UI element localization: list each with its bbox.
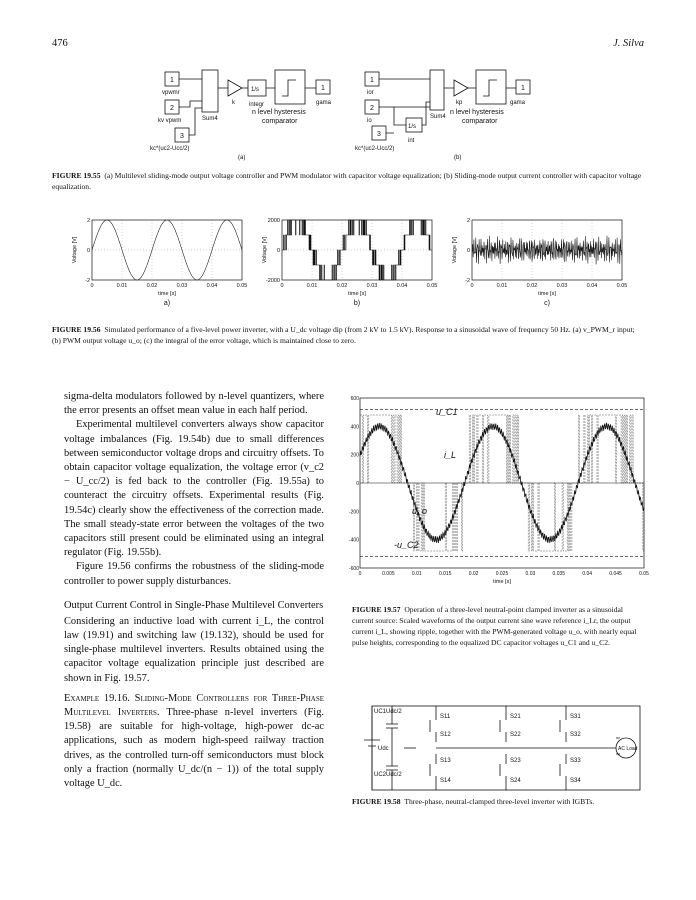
example-label: Example 19.16. Sliding-Mode Controllers for Three-Phase Multilevel Inverters. [64,692,324,719]
figure-19-55-caption [52,170,644,192]
fig55a-block-4: 1 [321,85,325,92]
y-tick-label: 0 [356,481,359,487]
y-tick-label: -2 [465,278,470,284]
panel-label: a) [163,300,171,307]
x-tick-label: 0.045 [609,571,622,577]
fig58-label: AC Load [618,746,638,752]
fig55b-label: comparator [462,118,498,125]
running-head-author: J. Silva [613,38,644,49]
fig55a-label: n level hysteresis [252,109,306,116]
y-axis-label: Voltage [V] [72,236,78,264]
y-tick-label: -600 [348,566,359,572]
paragraph: sigma-delta modulators followed by n-level quantizers, where the error presents an offset mean value in each half period. [64,391,324,417]
fig55b-label: kp [456,100,463,106]
fig58-label: S21 [510,714,521,720]
chart-fig56b [262,218,437,307]
fig58-label: S11 [440,714,451,720]
fig58-label: S24 [510,778,521,784]
fig55b-label: Sum4 [430,114,446,120]
fig55b-label: ior [367,90,374,96]
x-axis-label: time [s] [158,291,176,297]
chart-fig56c [452,218,627,307]
x-tick-label: 0.01 [411,571,422,577]
fig55a-label: integr [249,102,265,108]
annotation: u_o [412,506,428,516]
y-tick-label: -200 [348,509,359,516]
fig55b-label: gama [510,100,526,106]
x-tick-label: 0.01 [116,283,128,289]
fig58-label: UC2 [374,772,387,778]
annotation: -u_C2 [394,540,419,550]
caption-label: FIGURE 19.57 [352,605,401,614]
x-tick-label: 0.035 [552,571,566,577]
fig58-label: S34 [570,778,581,784]
x-tick-label: 0.03 [366,283,378,289]
y-tick-label: -2 [85,278,90,284]
fig55a-label: kv vpwm [158,118,182,124]
chart-fig56a [72,218,247,307]
y-tick-label: 0 [466,248,470,254]
y-axis-label: Voltage [V] [262,236,268,264]
fig58-label: S31 [570,714,581,720]
x-axis-label: time [s] [538,291,556,297]
y-axis-label: Voltage [V] [452,236,458,264]
x-tick-label: 0 [280,283,284,289]
fig55a-label: vpwmr [162,90,180,96]
figure-19-57-chart [346,390,649,586]
y-tick-label: 0 [276,248,280,254]
caption-text: (a) Multilevel sliding-mode output voltage controller and PWM modulator with capacitor voltage equalization; (b) Sliding-mode output current controller with capacitor voltage equalization. [52,171,642,191]
left-column [64,390,324,791]
fig58-label: Udc [378,746,389,752]
x-tick-label: 0.05 [616,283,628,289]
fig58-label: Udc/2 [386,772,402,778]
fig55a-label: 1/s [251,87,260,93]
fig55a-sub: (a) [238,155,246,161]
x-tick-label: 0 [90,283,94,289]
x-tick-label: 0.05 [639,571,649,577]
x-tick-label: 0.04 [206,283,218,289]
y-tick-label: 2000 [267,218,280,224]
x-tick-label: 0.025 [495,571,509,577]
fig55b-block-3: 3 [377,131,381,138]
x-tick-label: 0.03 [525,571,536,577]
fig55b-label: int [408,138,415,144]
fig58-label: S23 [510,758,521,764]
fig58-label: S32 [570,732,581,738]
y-tick-label: 400 [350,424,359,431]
paragraph: Three-phase n-level inverters (Fig. 19.58) are suitable for high-voltage, high-power dc-ac applications, such as modern high-speed railway traction drives, as the controlled turn-off semiconductors must block only a fraction (normally U_dc/(n − 1)) of the total supply voltage U_dc. [64,707,324,790]
x-tick-label: 0.04 [396,283,408,289]
y-tick-label: -400 [348,537,359,544]
caption-text: Operation of a three-level neutral-point clamped inverter as a sinusoidal current source: Scaled waveforms of the output current sine wave reference i_Lr, the output current i_L, showing ripple, together with the PWM-generated voltage u_o, with nearly equal pulse heights, corresponding to the equalized DC capacitor voltages u_C1 and u_C2. [352,605,637,647]
x-tick-label: 0.02 [526,283,538,289]
x-tick-label: 0.04 [586,283,598,289]
fig55b-gain-kp [454,80,468,96]
fig55a-label: gama [316,100,332,106]
fig58-label: S12 [440,732,451,738]
figure-19-56-caption [52,324,644,346]
caption-text: Three-phase, neutral-clamped three-level inverter with IGBTs. [404,797,595,806]
annotation: i_L [444,450,457,460]
fig55b-block-4: 1 [521,85,525,92]
x-tick-label: 0.02 [146,283,158,289]
fig55a-block-1: 1 [170,77,174,84]
fig55a-label: comparator [262,118,298,125]
x-tick-label: 0.05 [236,283,248,289]
fig55b-label: 1/s [408,124,417,130]
fig55a-label: k [232,100,235,106]
figure-19-58-caption [352,796,640,807]
fig55b-block-2: 2 [370,105,374,112]
x-tick-label: 0.01 [496,283,508,289]
figure-19-58-circuit [356,702,646,794]
paragraph: Experimental multilevel converters always show capacitor voltage imbalances (Fig. 19.54b) due to small differences between semiconductor voltage drops and circuitry offsets. To obtain capacitor voltage equalization, the voltage error (v_c2 − U_cc/2) is fed back to the controller (Fig. 19.55a) to counteract the circuitry offsets. Experimental results (Fig. 19.54c) clearly show the effectiveness of the correction made. The small steady-state error between the voltages of the two capacitors still present could be eliminated using an integral regulator (Fig. 19.55b). [64,419,324,559]
x-tick-label: 0.01 [306,283,318,289]
x-tick-label: 0.005 [382,571,395,577]
x-tick-label: 0 [470,283,474,289]
fig55a-label: Sum4 [202,116,218,122]
fig55a-block-3: 3 [180,133,184,140]
fig58-label: UC1 [374,709,387,715]
x-tick-label: 0.015 [438,571,452,577]
x-tick-label: 0.04 [582,571,593,577]
figure-19-56-charts [52,212,644,320]
fig58-label: S14 [440,778,451,784]
fig55a-hysteresis-comparator [275,70,305,104]
caption-text: Simulated performance of a five-level power inverter, with a U_dc voltage dip (from 2 kV to 1.5 kV). Response to a sinusoidal wave of frequency 50 Hz. (a) v_PWM_r input; (b) PWM output voltage u_o; (c) the integral of the error voltage, which is maintained close to zero. [52,325,635,345]
annotation: u_C1 [436,407,458,417]
fig58-label: S22 [510,732,521,738]
paragraph: Considering an inductive load with current i_L, the control law (19.91) and switching law (19.132), should be used for single-phase multilevel inverters. Results obtained using the capacitor voltage equalization principle just described are shown in Fig. 19.57. [64,615,324,684]
x-axis-label: time [s] [493,579,511,585]
y-tick-label: -2000 [265,278,280,284]
panel-label: b) [353,300,361,307]
x-tick-label: 0.02 [468,571,479,577]
section-heading: Output Current Control in Single-Phase Multilevel Converters [64,599,324,611]
fig55a-sum4 [202,70,218,112]
fig55b-label: io [367,118,372,124]
paragraph: Figure 19.56 confirms the robustness of the sliding-mode controller to power supply disturbances. [64,561,324,587]
y-tick-label: 600 [350,396,359,402]
caption-label: FIGURE 19.58 [352,797,401,806]
x-tick-label: 0.02 [336,283,348,289]
fig55a-gain-k [228,80,242,96]
fig58-label: Udc/2 [386,709,402,715]
fig55b-sum4 [430,70,444,110]
page-number: 476 [52,38,68,49]
x-tick-label: 0.05 [426,283,438,289]
x-tick-label: 0 [358,571,362,577]
fig55b-sub: (b) [454,155,462,161]
x-tick-label: 0.03 [556,283,568,289]
fig55b-label: kc*(uc2-Ucc/2) [355,146,395,152]
fig55b-label: n level hysteresis [450,109,504,116]
fig58-label: S33 [570,758,581,764]
y-tick-label: 2 [86,218,90,224]
y-tick-label: 0 [86,248,90,254]
y-tick-label: 200 [350,452,359,459]
y-tick-label: 2 [466,218,470,224]
figure-19-55-diagrams [150,66,550,164]
x-axis-label: time [s] [348,291,366,297]
x-tick-label: 0.03 [176,283,188,289]
fig58-label: S13 [440,758,451,764]
fig55a-label: kc*(uc2-Ucc/2) [150,146,190,152]
caption-label: FIGURE 19.56 [52,325,101,334]
fig55b-hysteresis-comparator [476,70,506,104]
caption-label: FIGURE 19.55 [52,171,101,180]
figure-19-57-caption [352,604,640,648]
panel-label: c) [544,300,550,307]
fig55a-block-2: 2 [170,105,174,112]
fig55b-block-1: 1 [370,77,374,84]
